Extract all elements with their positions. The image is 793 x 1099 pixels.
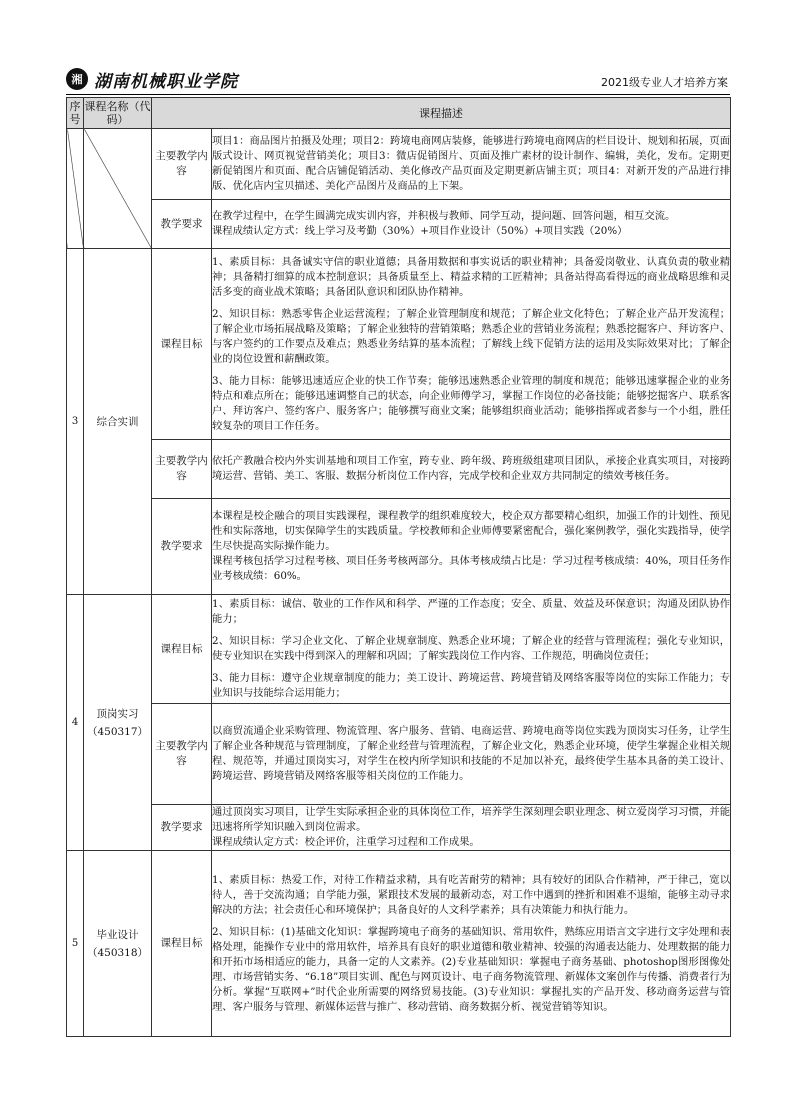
table-row (67, 595, 731, 704)
description-paragraph: 1、素质目标：具备诚实守信的职业道德；具备用数据和事实说话的职业精神；具备爱岗敬业、认真负责的敬业精神；具备精打细算的成本控制意识；具备质量至上、精益求精的工匠精神；具备站得高看得远的商业战略思维和灵活多变的商业战术策略；具备团队意识和团队协作精神。 (212, 255, 730, 298)
table-row (67, 249, 731, 440)
description-paragraph: 项目1：商品图片拍摄及处理；项目2：跨境电商网店装修，能够进行跨境电商网店的栏目设计、规划和拓展，页面版式设计、网页视觉营销美化；项目3：微店促销图片、页面及推广素材的设计制作、编辑，美化，发布。定期更新促销图片和页面、配合店铺促销活动、美化修改产品页面及定期更新店铺主页；项目4：对新开发的产品进行排版、优化店内宝贝描述、美化产品图片及商品的上下架。 (212, 135, 730, 192)
school-name: 湖南机械职业学院 (94, 71, 238, 92)
description-paragraph: 课程成绩认定方式：线上学习及考勤（30%）+项目作业设计（50%）+项目实践（20%） (212, 225, 628, 237)
col-header-name: 课程名称（代码） (84, 98, 152, 129)
section-description (212, 499, 731, 595)
description-paragraph: 课程考核包括学习过程考核、项目任务考核两部分。具体考核成绩占比是：学习过程考核成绩：40%，项目任务作业考核成绩：60%。 (212, 555, 730, 582)
table-header-row (67, 98, 731, 129)
section-label: 课程目标 (152, 249, 212, 440)
table-row (67, 704, 731, 805)
col-header-desc: 课程描述 (152, 98, 731, 129)
page-header (66, 66, 730, 95)
course-name: 顶岗实习（450317） (84, 595, 152, 851)
description-paragraph: 以商贸流通企业采购管理、物流管理、客户服务、营销、电商运营、跨境电商等岗位实践为顶岗实习任务，让学生了解企业各种规范与管理制度，了解企业经营与管理流程，了解企业文化，熟悉企业环境，使学生掌握企业相关规程、规范等，并通过顶岗实习，对学生在校内所学知识和技能的不足加以补充，最终使学生基本具备的美工设计、跨境运营、跨境营销及网络客服等相关岗位的工作能力。 (212, 725, 730, 782)
school-seal-icon: 湘 (66, 68, 88, 90)
description-paragraph: 课程成绩认定方式：校企评价，注重学习过程和工作成果。 (212, 836, 480, 848)
table-row (67, 129, 731, 200)
section-description (212, 595, 731, 704)
description-paragraph: 1、素质目标：诚信、敬业的工作作风和科学、严谨的工作态度；安全、质量、效益及环保意识；沟通及团队协作能力； (212, 598, 730, 625)
row-number: 5 (67, 851, 84, 1037)
description-paragraph: 通过顶岗实习项目，让学生实际承担企业的具体岗位工作，培养学生深刻理会职业理念、树立爱岗学习习惯，并能迅速将所学知识融入到岗位需求。 (212, 806, 730, 833)
section-description (212, 440, 731, 499)
section-description (212, 129, 731, 200)
section-label: 主要教学内容 (152, 440, 212, 499)
course-name: 综合实训 (84, 249, 152, 595)
description-paragraph: 3、能力目标：遵守企业规章制度的能力；美工设计、跨境运营、跨境营销及网络客服等岗位的实际工作能力；专业知识与技能综合运用能力； (212, 672, 730, 699)
section-description (212, 200, 731, 249)
description-paragraph: 3、能力目标：能够迅速适应企业的快工作节奏；能够迅速熟悉企业管理的制度和规范；能够迅速掌握企业的业务特点和难点所在；能够迅速调整自己的状态，向企业师傅学习，掌握工作岗位的必备技能；能够挖掘客户、联系客户、拜访客户、签约客户、服务客户；能够撰写商业文案；能够组织商业活动；能够指挥或者参与一个小组，胜任较复杂的项目工作任务。 (212, 374, 730, 432)
section-label: 教学要求 (152, 805, 212, 851)
table-row (67, 805, 731, 851)
section-description (212, 249, 731, 440)
section-label: 主要教学内容 (152, 704, 212, 805)
description-paragraph: 2、知识目标：学习企业文化、了解企业规章制度、熟悉企业环境；了解企业的经营与管理流程；强化专业知识，使专业知识在实践中得到深入的理解和巩固；了解实践岗位工作内容、工作规范，明确岗位责任； (212, 635, 730, 662)
table-row (67, 499, 731, 595)
row-number: 3 (67, 249, 84, 595)
description-paragraph: 本课程是校企融合的项目实践课程，课程教学的组织难度较大，校企双方都要精心组织，加强工作的计划性、预见性和实际落地，切实保障学生的实践质量。学校教师和企业师傅要紧密配合，强化案例教学，强化实践指导，使学生尽快提高实际操作能力。 (212, 510, 730, 552)
description-paragraph: 1、素质目标：热爱工作，对待工作精益求精，具有吃苦耐劳的精神；具有较好的团队合作精神，严于律己，宽以待人，善于交流沟通；自学能力强，紧跟技术发展的最新动态，对工作中遇到的挫折和困难不退缩，能够主动寻求解决的方法；社会责任心和环境保护；具备良好的人文科学素养；具有决策能力和执行能力。 (212, 873, 730, 916)
row-number (67, 129, 84, 249)
description-paragraph: 依托产教融合校内外实训基地和项目工作室，跨专业、跨年级、跨班级组建项目团队，承接企业真实项目，对接跨境运营、营销、美工、客服、数据分析岗位工作内容，完成学校和企业双方共同制定的绩效考核任务。 (212, 455, 730, 482)
section-label: 课程目标 (152, 595, 212, 704)
table-row (67, 851, 731, 1037)
table-row (67, 200, 731, 249)
description-paragraph: 在教学过程中，在学生圆满完成实训内容，并积极与教师、同学互动，提问题、回答问题，相互交流。 (212, 210, 676, 222)
document-title: 2021级专业人才培养方案 (601, 76, 728, 89)
col-header-no: 序号 (67, 98, 84, 129)
description-paragraph: 2、知识目标：(1)基础文化知识：掌握跨境电子商务的基础知识、常用软件，熟练应用语言文字进行文字处理和表格处理，能操作专业中的常用软件，培养具有良好的职业道德和敬业精神、较强的沟通表达能力、处理数据的能力和开拓市场相适应的能力，具备一定的人文素养。(2)专业基础知识：掌握电子商务基础、photoshop图形图像处理、市场营销实务、“6.18”项目实训、配色与网页设计、电子商务物流管理、新媒体文案创作与传播、消费者行为分析。掌握“互联网+”时代企业所需要的网络贸易技能。(3)专业知识：掌握扎实的产品开发、移动商务运营与管理、客户服务与管理、新媒体运营与推广、移动营销、商务数据分析、视觉营销等知识。 (212, 925, 730, 1013)
section-description (212, 851, 731, 1037)
section-label: 主要教学内容 (152, 129, 212, 200)
section-label: 教学要求 (152, 499, 212, 595)
curriculum-table (66, 97, 731, 1037)
table-body (67, 129, 731, 1037)
course-name: 毕业设计（450318） (84, 851, 152, 1037)
row-number: 4 (67, 595, 84, 851)
school-logo (66, 66, 238, 92)
description-paragraph: 2、知识目标：熟悉零售企业运营流程；了解企业管理制度和规范；了解企业文化特色；了解企业产品开发流程；了解企业市场拓展战略及策略；了解企业独特的营销策略；熟悉企业的营销业务流程；熟悉挖掘客户、拜访客户、与客户签约的工作要点及难点；熟悉业务结算的基本流程；了解线上线下促销方法的运用及实际效果对比；了解企业的岗位设置和薪酬政策。 (212, 307, 730, 365)
section-label: 教学要求 (152, 200, 212, 249)
section-description (212, 704, 731, 805)
section-description (212, 805, 731, 851)
course-name (84, 129, 152, 249)
table-row (67, 440, 731, 499)
section-label: 课程目标 (152, 851, 212, 1037)
